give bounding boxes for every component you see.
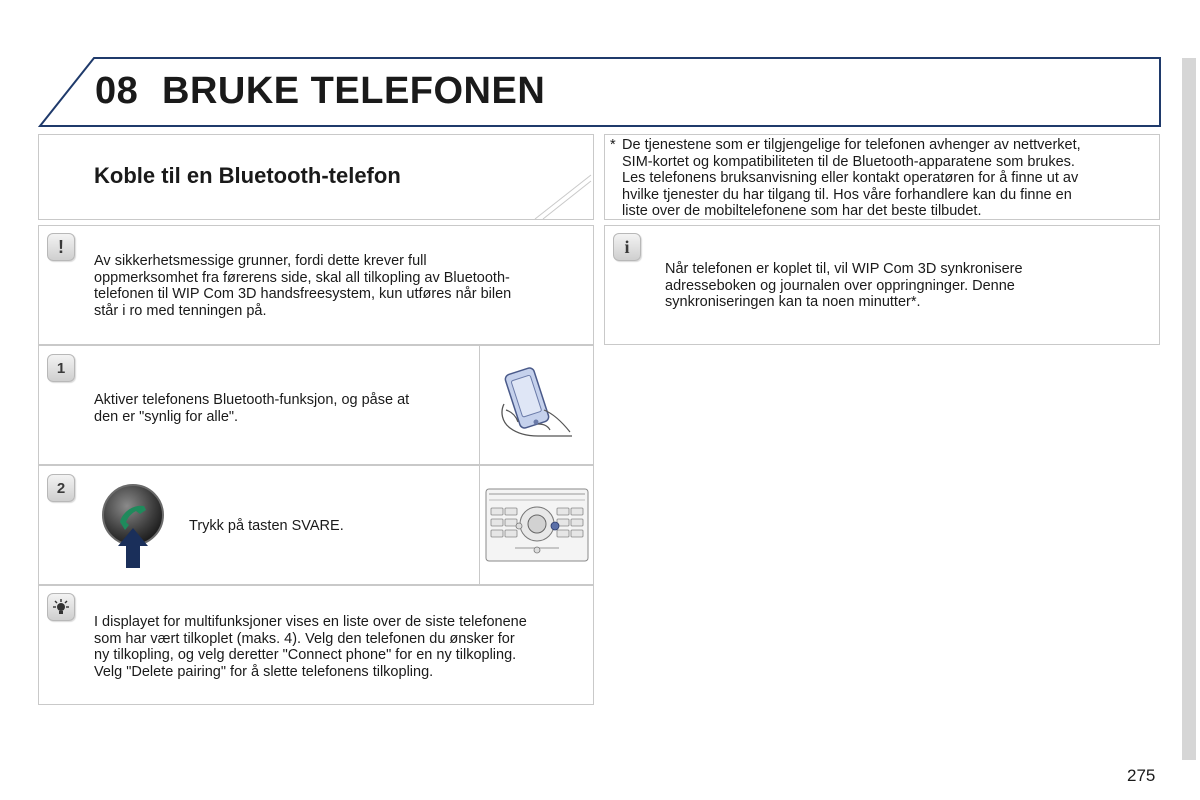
step-1-number: 1 bbox=[47, 354, 75, 382]
page-edge-bar bbox=[1182, 58, 1196, 760]
step-1-text: Aktiver telefonens Bluetooth-funksjon, og påse at den er "synlig for alle". bbox=[94, 392, 410, 425]
page-number: 275 bbox=[1127, 766, 1156, 785]
section-corner-cut bbox=[533, 135, 593, 221]
info-icon: i bbox=[613, 233, 641, 261]
info-text: Når telefonen er koplet til, vil WIP Com 3D synkronisere adresseboken og journalen over oppringninger. Denne synkroniseringen kan ta noen minutter*. bbox=[665, 261, 1023, 310]
exclamation-icon: ! bbox=[47, 233, 75, 261]
step-2-number: 2 bbox=[47, 474, 75, 502]
footnote-text: De tjenestene som er tilgjengelige for telefonen avhenger av nettverket, SIM-kortet og kompatibiliteten til de Bluetooth-apparatene som brukes. Les telefonens bruksanvisning eller kontakt operatøren for å finne ut av hvilke tjenester du har tilgang til. Hos våre forhandlere kan du finne en liste over de mobiltelefonene som har det beste tilbudet. bbox=[622, 137, 1081, 219]
tip-text: I displayet for multifunksjoner vises en liste over de siste telefonene som har vært tilkoplet (maks. 4). Velg den telefonen du ønsker for ny tilkopling, og velg deretter "Connect phone" for en ny tilkopling. Velg "Delete pairing" for å slette telefonens tilkopling. bbox=[94, 614, 527, 680]
radio-panel-icon bbox=[485, 486, 589, 566]
chapter-title: BRUKE TELEFONEN bbox=[162, 70, 546, 112]
section-title: Koble til en Bluetooth-telefon bbox=[94, 163, 401, 188]
hand-holding-phone-icon bbox=[498, 364, 578, 444]
lightbulb-icon bbox=[47, 593, 75, 621]
lightbulb-glyph bbox=[52, 598, 70, 616]
step-2-text: Trykk på tasten SVARE. bbox=[189, 518, 344, 534]
answer-call-button-icon bbox=[100, 482, 170, 572]
warning-text: Av sikkerhetsmessige grunner, fordi dette krever full oppmerksomhet fra førerens side, skal all tilkopling av Bluetooth- telefonen til WIP Com 3D handsfreesystem, kun utføres når bilen står i ro med tenningen på. bbox=[94, 253, 512, 319]
chapter-number: 08 bbox=[95, 70, 139, 112]
footnote-marker: * bbox=[610, 137, 616, 153]
